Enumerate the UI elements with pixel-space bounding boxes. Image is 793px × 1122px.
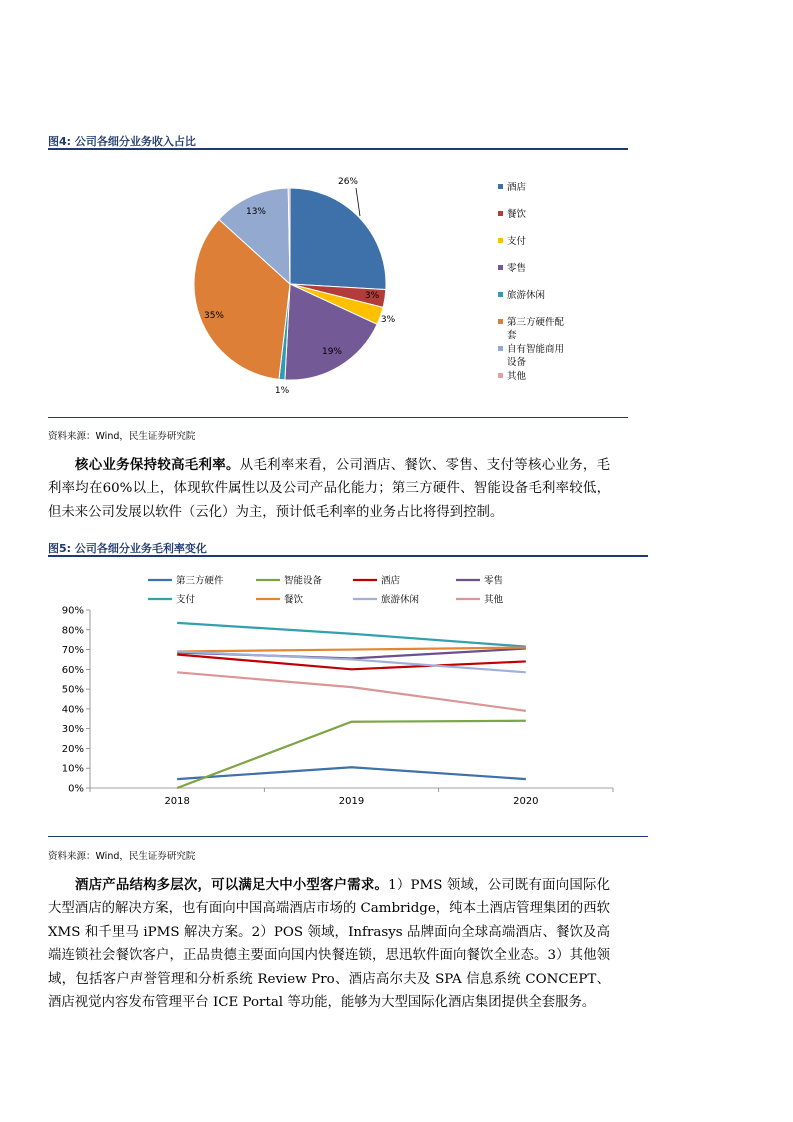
y-tick-label: 30% <box>61 724 84 736</box>
legend-label-item-2: 酒店 <box>381 575 401 587</box>
legend-label-item-0: 第三方硬件 <box>176 575 224 587</box>
y-tick-label: 90% <box>61 605 84 617</box>
pie-label-item-3: 19% <box>321 347 343 357</box>
pie-legend-label-item-7: 其他 <box>507 371 527 382</box>
figure4-source: 资料来源：Wind，民生证券研究院 <box>48 431 196 442</box>
pie-label-item-0: 26% <box>337 177 359 187</box>
pie-legend-label-item-6: 自有智能商用设备 <box>507 344 565 368</box>
series-line-item-7 <box>177 672 526 711</box>
pie-legend-swatch-item-5 <box>498 319 503 324</box>
legend-label-item-7: 其他 <box>484 594 504 606</box>
legend-label-item-5: 餐饮 <box>284 594 304 606</box>
series-line-item-2 <box>177 655 526 670</box>
pie-legend-swatch-item-3 <box>498 265 503 270</box>
paragraph1-lead: 核心业务保持较高毛利率。 <box>75 457 240 473</box>
figure5-bottom-rule <box>48 836 648 837</box>
series-line-item-4 <box>177 623 526 647</box>
paragraph-hotel-products <box>48 874 610 1014</box>
y-tick-label: 10% <box>61 763 84 775</box>
pie-chart <box>48 152 628 414</box>
pie-legend-label-item-1: 餐饮 <box>507 209 527 220</box>
x-tick-label: 2020 <box>513 796 539 807</box>
pie-slice-item-0 <box>290 188 386 290</box>
figure5-title: 图5: 公司各细分业务毛利率变化 <box>48 542 207 555</box>
figure4-top-rule <box>48 148 628 150</box>
pie-legend-swatch-item-0 <box>498 184 503 189</box>
paragraph2-body: 1）PMS 领域，公司既有面向国际化大型酒店的解决方案，也有面向中国高端酒店市场的 Cambridge，纯本土酒店管理集团的西软 XMS 和千里马 iPMS 解决方案。2）POS 领域，Infrasys 品牌面向全球高端酒店、餐饮及高端连锁社会餐饮客户，正品贵德主要面向国内快餐连锁，思迅软件面向餐饮全业态。3）其他领域，包括客户声誉管理和分析系统 Review Pro、酒店高尔夫及 SPA 信息系统 CONCEPT、酒店视觉内容发布管理平台 ICE Portal 等功能，能够为大型国际化酒店集团提供全套服务。 <box>48 878 611 1011</box>
pie-label-item-5: 35% <box>203 311 225 321</box>
y-tick-label: 40% <box>61 704 84 716</box>
pie-label-item-2: 3% <box>380 315 396 325</box>
pie-legend-swatch-item-2 <box>498 238 503 243</box>
figure4-title: 图4: 公司各细分业务收入占比 <box>48 135 196 148</box>
pie-legend-label-item-4: 旅游休闲 <box>507 290 546 301</box>
figure5-top-rule <box>48 555 648 557</box>
pie-label-item-4: 1% <box>274 386 290 396</box>
paragraph2-lead: 酒店产品结构多层次，可以满足大中小型客户需求。 <box>75 877 389 893</box>
series-line-item-1 <box>177 721 526 788</box>
pie-label-item-1: 3% <box>364 291 380 301</box>
pie-leader-line <box>356 188 360 216</box>
legend-label-item-4: 支付 <box>176 594 196 606</box>
pie-legend-label-item-0: 酒店 <box>507 182 527 193</box>
paragraph-gross-margin <box>48 454 610 524</box>
pie-legend-label-item-5: 第三方硬件配套 <box>507 317 565 341</box>
y-tick-label: 80% <box>61 625 84 637</box>
pie-legend-label-item-3: 零售 <box>507 263 527 274</box>
paragraph1-body: 从毛利率来看，公司酒店、餐饮、零售、支付等核心业务，毛利率均在60%以上，体现软件属性以及公司产品化能力；第三方硬件、智能设备毛利率较低，但未来公司发展以软件（云化）为主，预计低毛利率的业务占比将得到控制。 <box>48 458 610 520</box>
figure5-source: 资料来源：Wind，民生证券研究院 <box>48 851 196 862</box>
pie-legend-swatch-item-4 <box>498 292 503 297</box>
x-tick-label: 2018 <box>164 796 190 807</box>
legend-label-item-3: 零售 <box>484 575 504 587</box>
pie-legend-swatch-item-6 <box>498 346 503 351</box>
pie-legend-label-item-2: 支付 <box>507 236 527 247</box>
y-tick-label: 70% <box>61 645 84 657</box>
pie-label-item-6: 13% <box>245 207 267 217</box>
figure4-bottom-rule <box>48 417 628 418</box>
legend-label-item-1: 智能设备 <box>284 575 323 587</box>
y-tick-label: 0% <box>68 783 84 795</box>
y-tick-label: 50% <box>61 684 84 696</box>
y-tick-label: 60% <box>61 664 84 676</box>
pie-legend-swatch-item-1 <box>498 211 503 216</box>
y-tick-label: 20% <box>61 743 84 755</box>
line-chart <box>48 560 648 830</box>
pie-legend-swatch-item-7 <box>498 373 503 378</box>
x-tick-label: 2019 <box>338 796 365 807</box>
legend-label-item-6: 旅游休闲 <box>381 594 420 606</box>
